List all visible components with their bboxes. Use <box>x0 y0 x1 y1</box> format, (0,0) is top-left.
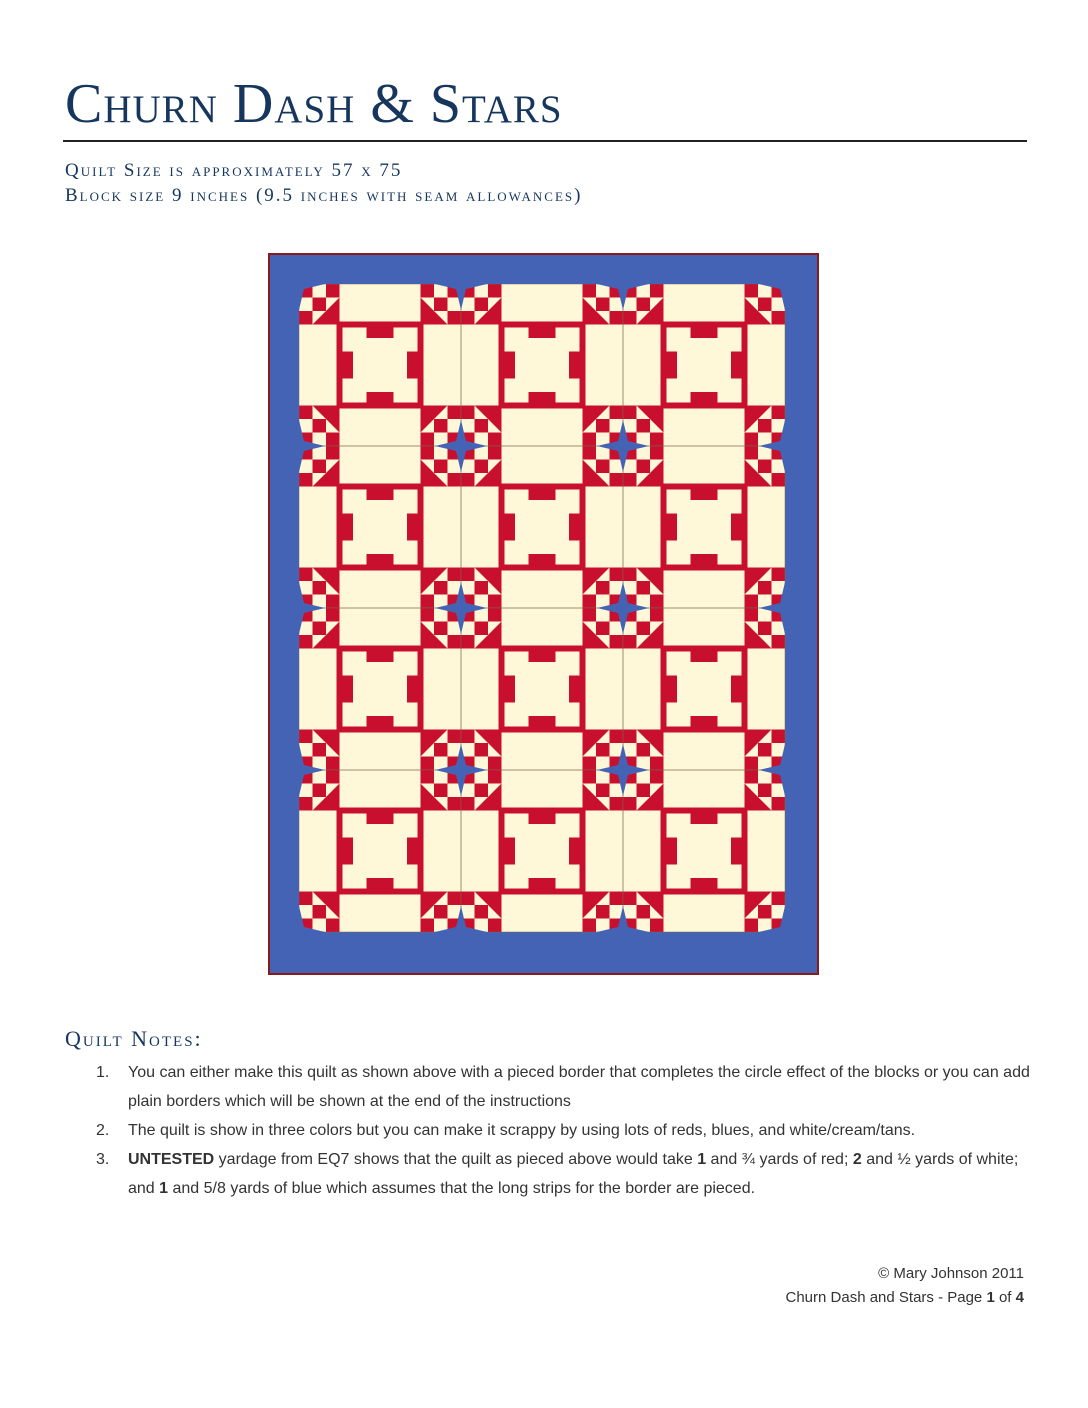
checker-square <box>610 568 624 582</box>
checker-square <box>758 298 772 312</box>
checker-square <box>461 473 475 487</box>
checker-square <box>326 311 340 325</box>
quilt-diagram <box>270 255 817 973</box>
checker-square <box>488 473 502 487</box>
checker-square <box>488 635 502 649</box>
checker-square <box>421 892 435 906</box>
checker-square <box>623 635 637 649</box>
checker-square <box>637 581 651 595</box>
checker-square <box>421 433 435 447</box>
checker-square <box>745 608 759 622</box>
checker-square <box>583 595 597 609</box>
checker-square <box>461 635 475 649</box>
checker-square <box>326 635 340 649</box>
checker-square <box>421 635 435 649</box>
copyright: © Mary Johnson 2011 <box>878 1265 1024 1282</box>
checker-square <box>313 622 327 636</box>
checker-square <box>326 568 340 582</box>
checker-square <box>434 460 448 474</box>
checker-square <box>448 473 462 487</box>
checker-square <box>488 608 502 622</box>
border-left <box>270 255 299 973</box>
checker-square <box>758 581 772 595</box>
checker-square <box>448 635 462 649</box>
checker-square <box>461 892 475 906</box>
checker-square <box>488 770 502 784</box>
checker-square <box>583 311 597 325</box>
checker-square <box>637 460 651 474</box>
checker-square <box>299 311 313 325</box>
checker-square <box>448 311 462 325</box>
checker-square <box>488 892 502 906</box>
checker-square <box>623 473 637 487</box>
checker-square <box>583 446 597 460</box>
checker-square <box>637 622 651 636</box>
checker-square <box>596 905 610 919</box>
checker-square <box>758 419 772 433</box>
checker-square <box>745 797 759 811</box>
checker-square <box>596 622 610 636</box>
checker-square <box>313 743 327 757</box>
checker-square <box>745 473 759 487</box>
block-size-line: Block size 9 inches (9.5 inches with seam allowances) <box>65 185 583 206</box>
checker-square <box>475 581 489 595</box>
checker-square <box>583 797 597 811</box>
checker-square <box>488 595 502 609</box>
note-text: yardage from EQ7 shows that the quilt as pieced above would take <box>214 1151 698 1168</box>
checker-square <box>596 743 610 757</box>
checker-square <box>313 298 327 312</box>
checker-square <box>488 757 502 771</box>
checker-square <box>745 635 759 649</box>
checker-square <box>650 473 664 487</box>
title-divider <box>63 140 1027 142</box>
checker-square <box>434 784 448 798</box>
checker-square <box>745 770 759 784</box>
checker-square <box>650 446 664 460</box>
checker-square <box>772 568 786 582</box>
note-text: and 5/8 yards of blue which assumes that the long strips for the border are pieced. <box>168 1180 756 1197</box>
checker-square <box>745 919 759 933</box>
checker-square <box>610 797 624 811</box>
checker-square <box>596 460 610 474</box>
checker-square <box>299 797 313 811</box>
note-text: You can either make this quilt as shown above with a pieced border that completes the circle effect of the blocks or you can add plain borders which will be shown at the end of the instructions <box>128 1064 1030 1110</box>
checker-square <box>488 284 502 298</box>
checker-square <box>448 892 462 906</box>
checker-square <box>637 905 651 919</box>
checker-square <box>421 473 435 487</box>
checker-square <box>434 743 448 757</box>
checker-square <box>421 730 435 744</box>
checker-square <box>650 730 664 744</box>
checker-square <box>623 730 637 744</box>
checker-square <box>488 406 502 420</box>
note-item <box>92 1145 1032 1203</box>
checker-square <box>758 905 772 919</box>
checker-square <box>583 406 597 420</box>
blue-yardage: 1 <box>159 1180 169 1197</box>
checker-square <box>772 730 786 744</box>
red-yardage: 1 <box>697 1151 707 1168</box>
checker-square <box>637 419 651 433</box>
notes-heading: Quilt Notes: <box>65 1026 203 1051</box>
checker-square <box>772 797 786 811</box>
checker-square <box>650 433 664 447</box>
checker-square <box>421 770 435 784</box>
checker-square <box>772 473 786 487</box>
checker-square <box>772 406 786 420</box>
checker-square <box>326 433 340 447</box>
checker-square <box>650 635 664 649</box>
checker-square <box>488 919 502 933</box>
notes-list <box>92 1058 1032 1203</box>
checker-square <box>326 284 340 298</box>
checker-square <box>488 797 502 811</box>
checker-square <box>758 622 772 636</box>
checker-square <box>583 757 597 771</box>
note-item <box>92 1058 1032 1116</box>
note-number: 3. <box>96 1151 110 1168</box>
border-bottom <box>270 944 817 973</box>
checker-square <box>326 757 340 771</box>
checker-square <box>434 622 448 636</box>
checker-square <box>583 770 597 784</box>
checker-square <box>745 568 759 582</box>
checker-square <box>610 406 624 420</box>
checker-square <box>475 905 489 919</box>
page-footer <box>786 1262 1025 1310</box>
checker-square <box>475 419 489 433</box>
quilt-specs <box>65 158 582 208</box>
checker-square <box>326 595 340 609</box>
checker-square <box>583 568 597 582</box>
checker-square <box>326 919 340 933</box>
checker-square <box>623 797 637 811</box>
checker-square <box>745 892 759 906</box>
checker-square <box>448 797 462 811</box>
checker-square <box>583 919 597 933</box>
checker-square <box>448 568 462 582</box>
checker-square <box>421 608 435 622</box>
checker-square <box>650 770 664 784</box>
checker-square <box>650 919 664 933</box>
checker-square <box>299 406 313 420</box>
checker-square <box>745 433 759 447</box>
checker-square <box>475 743 489 757</box>
checker-square <box>299 635 313 649</box>
checker-square <box>421 595 435 609</box>
note-number: 1. <box>96 1064 110 1081</box>
checker-square <box>299 892 313 906</box>
border-top <box>270 255 817 284</box>
checker-square <box>596 419 610 433</box>
checker-square <box>637 298 651 312</box>
checker-square <box>313 784 327 798</box>
checker-square <box>448 406 462 420</box>
checker-square <box>745 595 759 609</box>
checker-square <box>421 311 435 325</box>
checker-square <box>745 311 759 325</box>
checker-square <box>758 784 772 798</box>
checker-square <box>434 581 448 595</box>
checker-square <box>434 298 448 312</box>
checker-square <box>326 406 340 420</box>
checker-square <box>461 730 475 744</box>
quilt-illustration <box>268 253 819 975</box>
checker-square <box>434 419 448 433</box>
checker-square <box>583 608 597 622</box>
checker-square <box>772 311 786 325</box>
checker-square <box>475 784 489 798</box>
checker-square <box>650 406 664 420</box>
checker-square <box>745 757 759 771</box>
checker-square <box>326 473 340 487</box>
checker-square <box>650 595 664 609</box>
checker-square <box>745 284 759 298</box>
checker-square <box>650 568 664 582</box>
checker-square <box>745 730 759 744</box>
checker-square <box>610 311 624 325</box>
checker-square <box>583 473 597 487</box>
checker-square <box>461 797 475 811</box>
checker-square <box>623 311 637 325</box>
checker-square <box>461 406 475 420</box>
checker-square <box>610 892 624 906</box>
note-text: and ¾ yards of red; <box>706 1151 853 1168</box>
note-number: 2. <box>96 1122 110 1139</box>
untested-label: UNTESTED <box>128 1151 215 1168</box>
note-text: The quilt is show in three colors but you can make it scrappy by using lots of reds, blues, and white/cream/tans. <box>128 1122 916 1139</box>
checker-square <box>637 743 651 757</box>
checker-square <box>475 460 489 474</box>
checker-square <box>596 298 610 312</box>
checker-square <box>326 770 340 784</box>
checker-square <box>421 406 435 420</box>
checker-square <box>583 635 597 649</box>
checker-square <box>650 284 664 298</box>
checker-square <box>461 568 475 582</box>
checker-square <box>623 406 637 420</box>
checker-square <box>421 446 435 460</box>
checker-square <box>745 446 759 460</box>
checker-square <box>326 797 340 811</box>
checker-square <box>650 608 664 622</box>
checker-square <box>650 892 664 906</box>
checker-square <box>421 757 435 771</box>
checker-square <box>299 473 313 487</box>
page-number: Churn Dash and Stars - Page 1 of 4 <box>785 1289 1024 1306</box>
checker-square <box>461 311 475 325</box>
checker-square <box>475 298 489 312</box>
checker-square <box>610 730 624 744</box>
checker-square <box>596 784 610 798</box>
checker-square <box>421 284 435 298</box>
checker-square <box>583 892 597 906</box>
checker-square <box>326 608 340 622</box>
checker-square <box>326 892 340 906</box>
checker-square <box>623 568 637 582</box>
checker-square <box>326 730 340 744</box>
checker-square <box>313 581 327 595</box>
checker-square <box>610 473 624 487</box>
checker-square <box>313 460 327 474</box>
checker-square <box>326 446 340 460</box>
checker-square <box>772 892 786 906</box>
checker-square <box>610 635 624 649</box>
checker-square <box>448 730 462 744</box>
checker-square <box>299 568 313 582</box>
checker-square <box>421 797 435 811</box>
checker-square <box>583 730 597 744</box>
checker-square <box>758 460 772 474</box>
checker-square <box>758 743 772 757</box>
checker-square <box>637 784 651 798</box>
checker-square <box>488 568 502 582</box>
checker-square <box>650 757 664 771</box>
checker-square <box>313 905 327 919</box>
border-right <box>788 255 817 973</box>
quilt-size-line: Quilt Size is approximately 57 x 75 <box>65 160 403 181</box>
checker-square <box>583 433 597 447</box>
checker-square <box>772 635 786 649</box>
checker-square <box>596 581 610 595</box>
checker-square <box>421 919 435 933</box>
checker-square <box>488 433 502 447</box>
page-title: Churn Dash & Stars <box>65 73 563 135</box>
note-item <box>92 1116 1032 1145</box>
checker-square <box>488 446 502 460</box>
checker-square <box>745 406 759 420</box>
checker-square <box>583 284 597 298</box>
checker-square <box>299 730 313 744</box>
checker-square <box>421 568 435 582</box>
checker-square <box>623 892 637 906</box>
checker-square <box>434 905 448 919</box>
checker-square <box>650 797 664 811</box>
note-text: and ½ yards of white; and <box>128 1151 1019 1197</box>
checker-square <box>475 622 489 636</box>
checker-square <box>650 311 664 325</box>
white-yardage: 2 <box>852 1151 862 1168</box>
checker-square <box>488 730 502 744</box>
checker-square <box>488 311 502 325</box>
checker-square <box>313 419 327 433</box>
